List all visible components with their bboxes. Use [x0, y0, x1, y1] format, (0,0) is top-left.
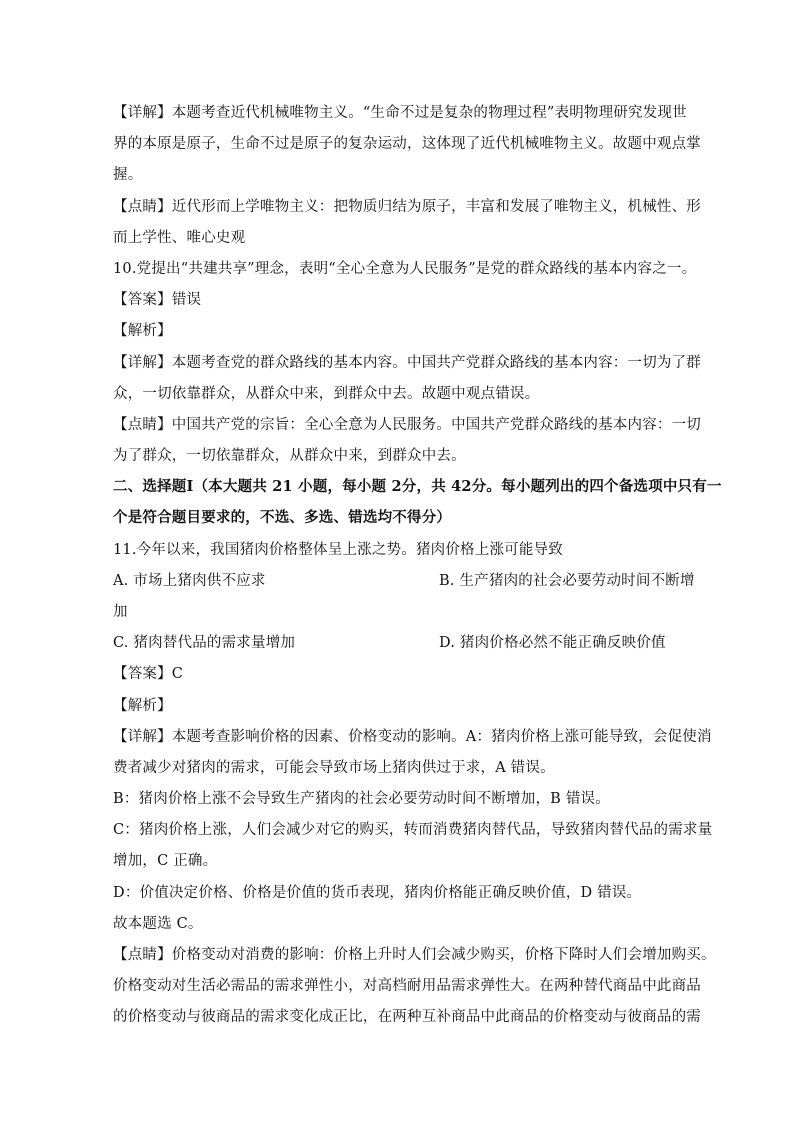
text-line: B：猪肉价格上涨不会导致生产猪肉的社会必要劳动时间不断增加，B 错误。: [113, 791, 610, 807]
text-line: 【点睛】中国共产党的宗旨：全心全意为人民服务。中国共产党群众路线的基本内容：一切: [113, 417, 701, 433]
question-11: 11.今年以来，我国猪肉价格整体呈上涨之势。猪肉价格上涨可能导致: [113, 542, 563, 558]
text-line: 【点睛】近代形而上学唯物主义：把物质归结为原子，丰富和发展了唯物主义，机械性、形: [113, 199, 701, 215]
answer-label: 【答案】C: [113, 666, 184, 682]
option-b-cont: 加: [113, 604, 128, 620]
text-line: 的价格变动与彼商品的需求变化成正比，在两种互补商品中此商品的价格变动与彼商品的需: [113, 1009, 701, 1025]
text-line: C：猪肉价格上涨，人们会减少对它的购买，转而消费猪肉替代品，导致猪肉替代品的需求量: [113, 822, 713, 838]
text-line: D：价值决定价格、价格是价值的货币表现，猪肉价格能正确反映价值，D 错误。: [113, 885, 642, 901]
text-line: 【详解】本题考查近代机械唯物主义。“生命不过是复杂的物理过程”表明物理研究发现世: [113, 105, 687, 121]
option-c: C. 猪肉替代品的需求量增加: [113, 635, 296, 651]
option-b: B. 生产猪肉的社会必要劳动时间不断增: [439, 573, 695, 589]
text-line: 界的本原是原子，生命不过是原子的复杂运动，这体现了近代机械唯物主义。故题中观点掌: [113, 136, 701, 152]
text-line: 而上学性、唯心史观: [113, 230, 246, 246]
text-line: 增加，C 正确。: [113, 853, 218, 869]
text-line: 故本题选 C。: [113, 916, 203, 932]
answer-label: 【答案】错误: [113, 292, 202, 308]
text-line: 握。: [113, 167, 143, 183]
text-line: 为了群众，一切依靠群众，从群众中来，到群众中去。: [113, 448, 466, 464]
analysis-label: 【解析】: [113, 698, 172, 714]
text-line: 费者减少对猪肉的需求，可能会导致市场上猪肉供过于求，A 错误。: [113, 760, 555, 776]
text-line: 【点睛】价格变动对消费的影响：价格上升时人们会减少购买，价格下降时人们会增加购买。: [113, 947, 716, 963]
text-line: 【详解】本题考查党的群众路线的基本内容。中国共产党群众路线的基本内容：一切为了群: [113, 355, 701, 371]
option-a: A. 市场上猪肉供不应求: [113, 573, 266, 589]
option-d: D. 猪肉价格必然不能正确反映价值: [439, 635, 666, 651]
text-line: 众，一切依靠群众，从群众中来，到群众中去。故题中观点错误。: [113, 386, 540, 402]
text-line: 【详解】本题考查影响价格的因素、价格变动的影响。A：猪肉价格上涨可能导致，会促使消: [113, 729, 712, 745]
section-heading: 二、选择题Ⅰ（本大题共 21 小题，每小题 2分，共 42分。每小题列出的四个备选项中只有一: [113, 478, 722, 495]
text-line: 价格变动对生活必需品的需求弹性小，对高档耐用品需求弹性大。在两种替代商品中此商品: [113, 978, 701, 994]
question-10: 10.党提出“共建共享”理念，表明“全心全意为人民服务”是党的群众路线的基本内容之一。: [113, 261, 697, 277]
section-heading-cont: 个是符合题目要求的，不选、多选、错选均不得分）: [113, 509, 452, 526]
analysis-label: 【解析】: [113, 323, 172, 339]
